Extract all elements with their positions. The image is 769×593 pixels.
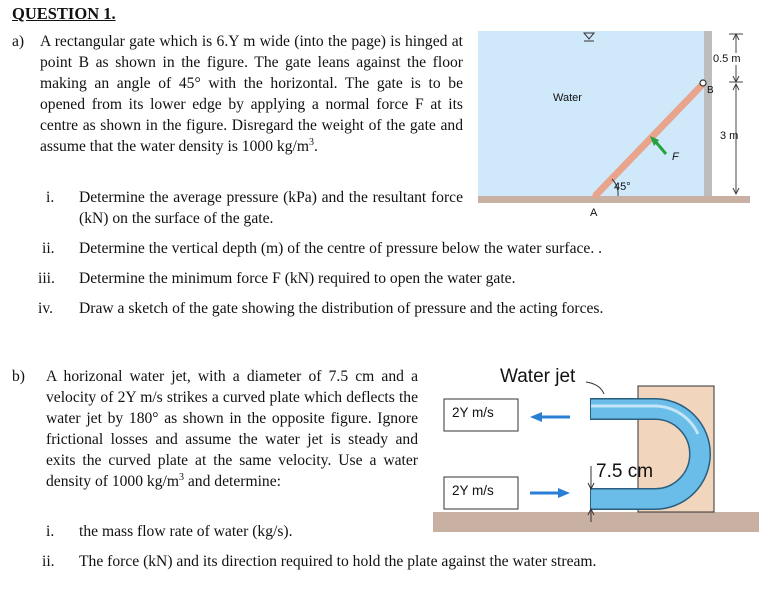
part-a-item-3-text: Determine the minimum force F (kN) required to open the water gate. — [79, 270, 516, 287]
water-label: Water — [553, 92, 582, 104]
force-label: F — [672, 151, 679, 163]
hinge-label: B — [707, 85, 714, 96]
part-b-sup: 3 — [178, 471, 184, 483]
part-b-item-2-num: ii. — [42, 553, 55, 570]
velocity-top-label: 2Y m/s — [452, 405, 494, 420]
arrow-left-head — [530, 412, 542, 422]
point-a-label: A — [590, 207, 598, 219]
part-b-body: A horizonal water jet, with a diameter of 7.5 cm and a velocity of 2Y m/s strikes a curved plate which deflects the water jet by 180° as shown in the opposite figure. Ignore frictional losses and assume the water jet is steady and exits the curved plate at the same velocity. Use a water density of 1000 kg/m — [46, 368, 418, 490]
part-a-text — [40, 31, 463, 157]
part-a-item-2-text: Determine the vertical depth (m) of the centre of pressure below the water surface. . — [79, 240, 603, 257]
velocity-bottom-label: 2Y m/s — [452, 483, 494, 498]
floor — [478, 196, 750, 203]
part-b-item-2-text: The force (kN) and its direction required to hold the plate against the water stream. — [79, 553, 597, 570]
wall — [704, 31, 712, 196]
angle-label: 45° — [614, 181, 631, 193]
part-a-label: a) — [12, 33, 25, 50]
part-a-item-3-num: iii. — [38, 270, 55, 287]
hinge-b — [700, 80, 706, 86]
part-a-body: A rectangular gate which is 6.Y m wide (into the page) is hinged at point B as shown in the figure. The gate leans against the floor making an angle of 45° with the horizontal. The gate is to be opened from its lower edge by applying a normal force F at its centre as shown in the figure. Disregard the weight of the gate and assume that the water density is 1000 kg/m — [40, 33, 463, 155]
part-b-end: and determine: — [183, 473, 281, 490]
floor-b — [433, 512, 759, 532]
part-b-text — [46, 366, 418, 492]
part-a-sup: 3 — [308, 136, 314, 148]
part-b-label: b) — [12, 368, 25, 385]
diameter-label: 7.5 cm — [596, 461, 654, 482]
dim-top-label: 0.5 m — [713, 53, 741, 65]
question-title: QUESTION 1. — [12, 4, 116, 23]
part-b-item-1-text: the mass flow rate of water (kg/s). — [79, 523, 293, 540]
part-a-end: . — [313, 138, 318, 155]
part-a-item-4-num: iv. — [38, 300, 54, 317]
part-a-item-1-text: Determine the average pressure (kPa) and the resultant force (kN) on the surface of the gate. — [79, 189, 463, 227]
jet-pointer — [586, 382, 604, 394]
part-a-item-4-text: Draw a sketch of the gate showing the distribution of pressure and the acting forces. — [79, 300, 604, 317]
part-a-item-1-num: i. — [46, 189, 55, 206]
dim-side-label: 3 m — [720, 130, 739, 142]
jet-figure — [430, 362, 766, 534]
water-jet-label: Water jet — [500, 366, 576, 387]
arrow-right-head — [558, 488, 570, 498]
part-a-item-2-num: ii. — [42, 240, 55, 257]
part-b-item-1-num: i. — [46, 523, 55, 540]
